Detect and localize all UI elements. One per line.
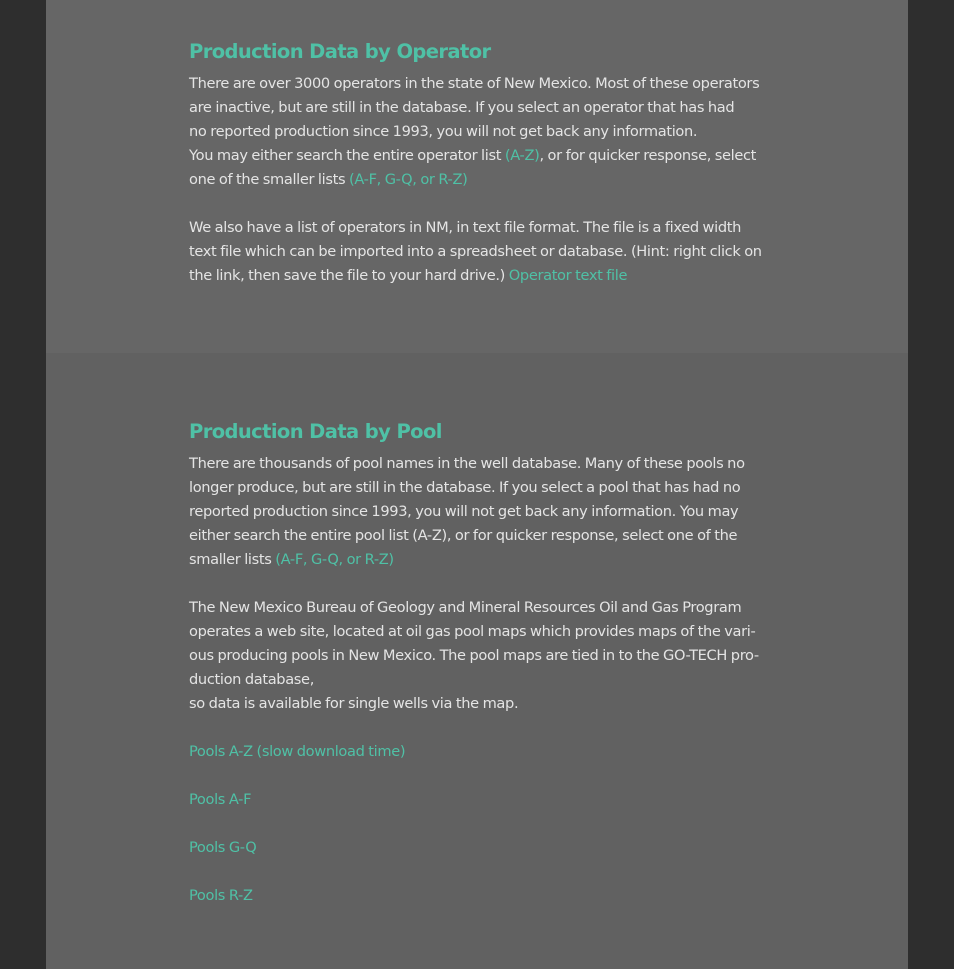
operator-intro-line1: There are over 3000 operators in the state of New Mexico. Most of these operators [189,75,760,92]
pool-intro-paragraph [189,452,764,572]
operator-section-title: Production Data by Operator [189,40,491,63]
page-container [46,0,908,969]
pool-section [46,353,908,969]
spacer [189,716,764,740]
spacer [189,860,764,884]
pool-smaller-lists-link[interactable]: (A-F, G-Q, or R-Z) [275,551,394,568]
pool-intro-line4: either search the entire pool list (A-Z), or for quicker response, select one of the [189,527,738,544]
spacer [189,572,764,596]
operator-intro-line4-before: You may either search the entire operator list [189,147,505,164]
operator-intro-line3: no reported production since 1993, you will not get back any information. [189,123,698,140]
pools-az-link[interactable]: Pools A-Z (slow download time) [189,743,406,760]
operator-intro-line5-before: one of the smaller lists [189,171,350,188]
pool-content [189,418,764,908]
operator-section [46,0,908,353]
pool-section-title: Production Data by Pool [189,420,442,443]
bureau-paragraph [189,596,764,716]
pool-intro-line5-before: smaller lists [189,551,276,568]
spacer [189,764,764,788]
pool-intro-line2: longer produce, but are still in the database. If you select a pool that has had no [189,479,741,496]
bureau-line3: ous producing pools in New Mexico. The pool maps are tied in to the GO-TECH pro- [189,647,759,664]
pools-rz-link[interactable]: Pools R-Z [189,887,253,904]
operator-smaller-lists-link[interactable]: (A-F, G-Q, or R-Z) [349,171,468,188]
operator-content [189,38,764,288]
operator-intro-line4-after: , or for quicker response, select [539,147,757,164]
operator-list-az-link[interactable]: (A-Z) [504,147,540,164]
pools-gq-link[interactable]: Pools G-Q [189,839,257,856]
spacer [189,812,764,836]
bureau-line1: The New Mexico Bureau of Geology and Mineral Resources Oil and Gas Program [189,599,742,616]
bureau-line2: operates a web site, located at oil gas pool maps which provides maps of the vari- [189,623,756,640]
pools-af-link[interactable]: Pools A-F [189,791,252,808]
pool-intro-line3: reported production since 1993, you will not get back any information. You may [189,503,739,520]
bureau-line5: so data is available for single wells via the map. [189,695,519,712]
operator-intro-paragraph [189,72,764,192]
operator-intro-line2: are inactive, but are still in the database. If you select an operator that has had [189,99,735,116]
operator-text-file-paragraph [189,216,764,288]
bureau-line4: duction database, [189,671,314,688]
operator-text-file-link[interactable]: Operator text file [508,267,628,284]
pool-intro-line1: There are thousands of pool names in the well database. Many of these pools no [189,455,745,472]
spacer [189,192,764,216]
text-file-line2: text file which can be imported into a spreadsheet or database. (Hint: right click on [189,243,762,260]
text-file-line3: the link, then save the file to your hard drive.) [189,267,509,284]
text-file-line1: We also have a list of operators in NM, in text file format. The file is a fixed width [189,219,742,236]
